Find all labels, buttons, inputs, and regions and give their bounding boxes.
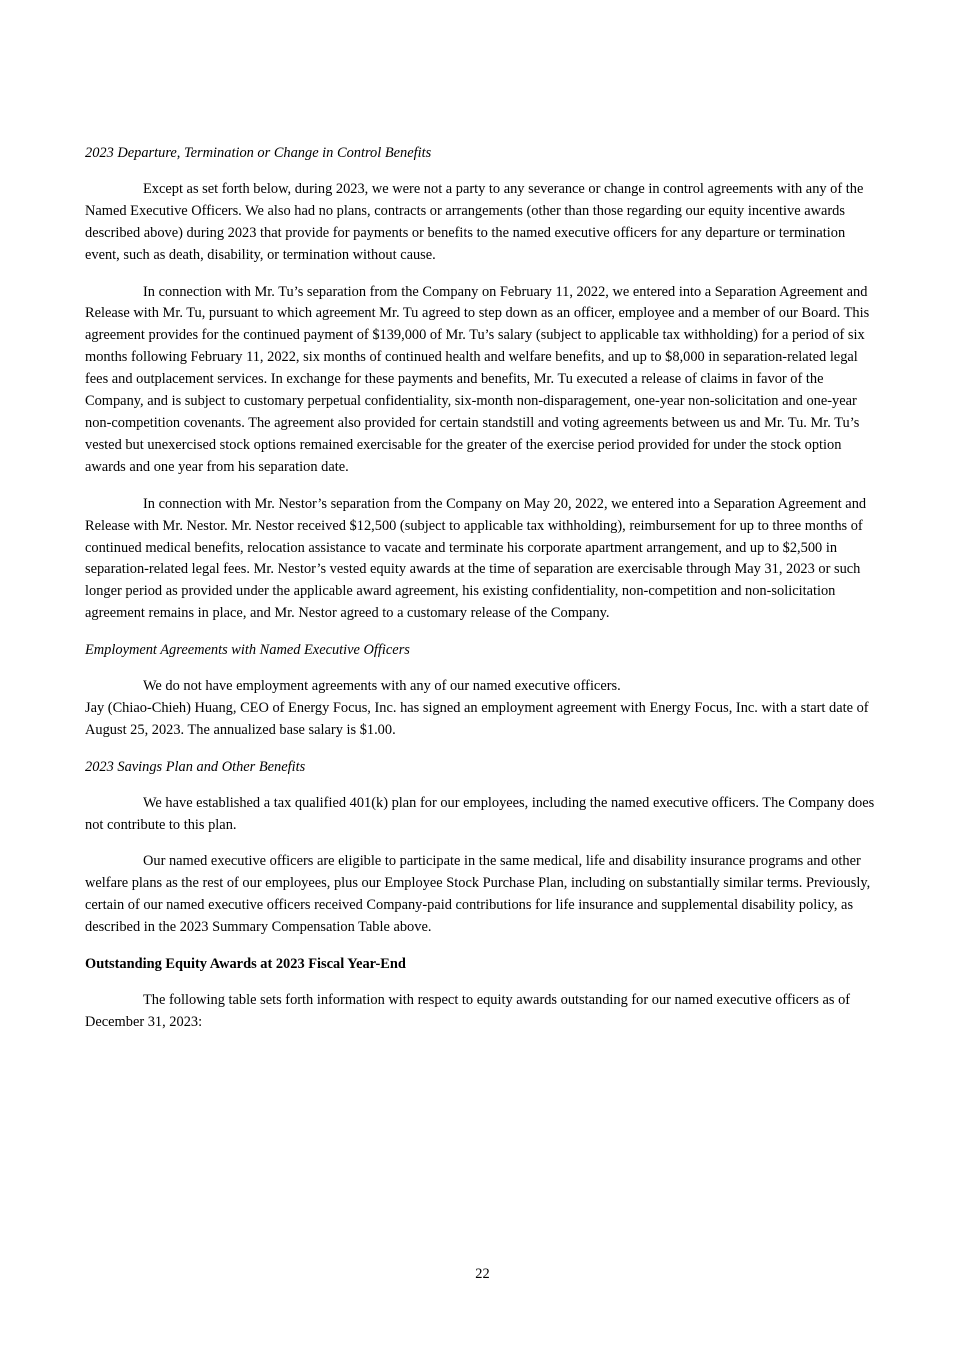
paragraph-tu-separation: In connection with Mr. Tu’s separation from the Company on February 11, 2022, we entered into a Separation Agreement and Release with Mr. Tu, pursuant to which agreement Mr. Tu agreed to step down as an officer, employee and a member of our Board. This agreement provides for the continued payment of $139,000 of Mr. Tu’s salary (subject to applicable tax withholding) for a period of six months following February 11, 2022, six months of continued health and welfare benefits, and up to $8,000 in separation-related legal fees and outplacement services. In exchange for these payments and benefits, Mr. Tu executed a release of claims in favor of the Company, and is subject to customary perpetual confidentiality, six-month non-disparagement, one-year non-solicitation and one-year non-competition covenants. The agreement also provided for certain standstill and voting agreements between us and Mr. Tu. Mr. Tu’s vested but unexercised stock options remained exercisable for the greater of the exercise period provided for under the stock option awards and one year from his separation date. [85, 283, 870, 475]
section-heading-savings: 2023 Savings Plan and Other Benefits [85, 758, 306, 775]
paragraph-nestor-separation: In connection with Mr. Nestor’s separation from the Company on May 20, 2022, we entered into a Separation Agreement and Release with Mr. Nestor. Mr. Nestor received $12,500 (subject to applicable tax withholding), reimbursement for up to three months of continued medical benefits, relocation assistance to vacate and terminate his corporate apartment arrangement, and up to $2,500 in separation-related legal fees. Mr. Nestor’s vested equity awards at the time of separation are exercisable through May 31, 2023 or such longer period as provided under the applicable award agreement, his existing confidentiality, non-competition and non-solicitation agreement remains in place, and Mr. Nestor agreed to a customary release of the Company. [85, 495, 867, 622]
paragraph-outstanding-equity: The following table sets forth information with respect to equity awards outstanding for our named executive officers as of December 31, 2023: [85, 992, 851, 1030]
section-heading-outstanding-equity: Outstanding Equity Awards at 2023 Fiscal Year-End [85, 956, 406, 973]
paragraph-employment [85, 676, 882, 742]
employment-line-1: We do not have employment agreements with any of our named executive officers. [143, 678, 621, 695]
section-heading-employment: Employment Agreements with Named Executive Officers [85, 642, 410, 659]
paragraph-401k: We have established a tax qualified 401(k) plan for our employees, including the named executive officers. The Company does not contribute to this plan. [85, 794, 875, 833]
paragraph-benefits: Our named executive officers are eligible to participate in the same medical, life and disability insurance programs and other welfare plans as the rest of our employees, plus our Employee Stock Purchase Plan, including on substantially similar terms. Previously, certain of our named executive officers received Company-paid contributions for life insurance and supplemental disability policy, as described in the 2023 Summary Compensation Table above. [85, 853, 871, 936]
employment-line-2: Jay (Chiao-Chieh) Huang, CEO of Energy Focus, Inc. has signed an employment agreement with Energy Focus, Inc. with a start date of August 25, 2023. The annualized base salary is $1.00. [85, 699, 869, 738]
paragraph-departure-general: Except as set forth below, during 2023, we were not a party to any severance or change in control agreements with any of the Named Executive Officers. We also had no plans, contracts or arrangements (other than those regarding our equity incentive awards described above) during 2023 that provide for payments or benefits to the named executive officers for any departure or termination event, such as death, disability, or termination without cause. [85, 180, 864, 263]
page-number: 22 [475, 1266, 490, 1282]
document-page [85, 143, 882, 1049]
section-heading-departure: 2023 Departure, Termination or Change in Control Benefits [85, 145, 432, 161]
